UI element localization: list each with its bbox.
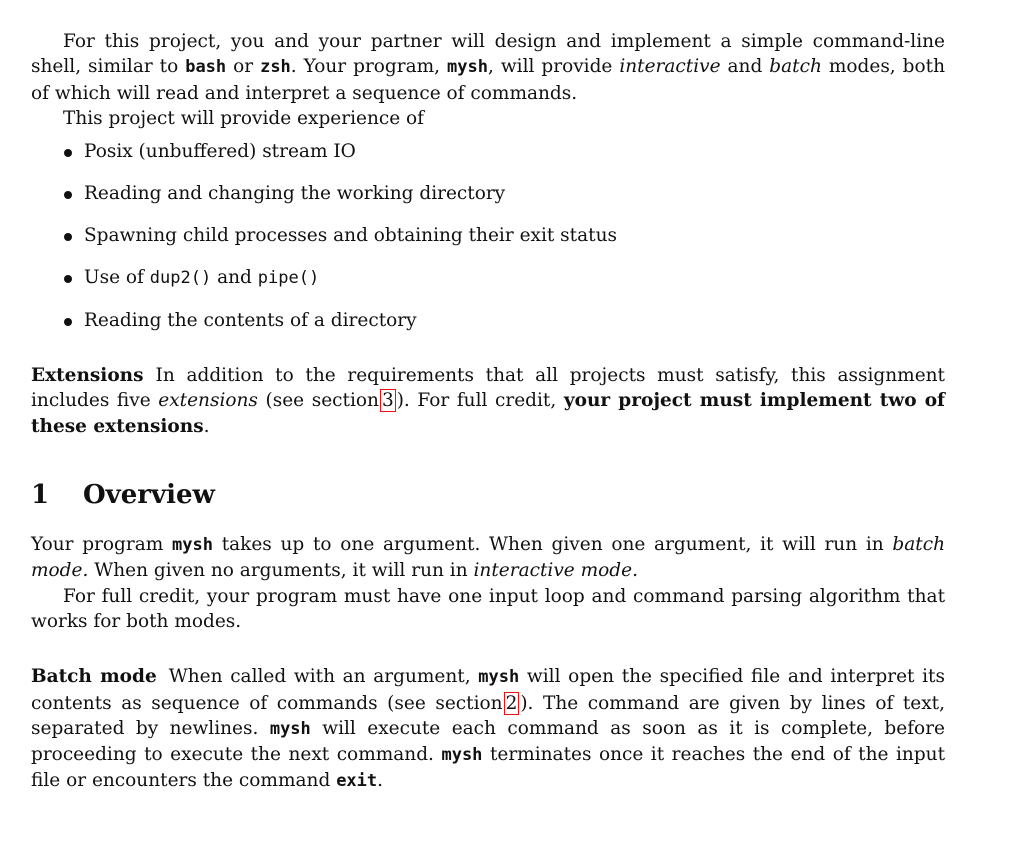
list-item: Reading the contents of a directory (31, 308, 945, 333)
exit-code: exit (336, 771, 378, 792)
extensions-heading: Extensions (31, 365, 144, 387)
section-3-link[interactable]: 3 (381, 390, 394, 412)
mysh-code: mysh (441, 745, 483, 766)
zsh-code: zsh (260, 57, 291, 78)
extensions-paragraph: Extensions In addition to the requirements that all projects must satisfy, this assignment includes five extensions (see section 3 ). For full credit, your project must implement two of these extensions. (31, 365, 946, 437)
list-item: Use of dup2() and pipe() (31, 265, 945, 291)
experience-intro: This project will provide experience of (63, 107, 425, 129)
mysh-code: mysh (478, 667, 520, 688)
section-2-link[interactable]: 2 (505, 692, 518, 714)
mysh-code: mysh (447, 57, 488, 78)
overview-paragraph-2: For full credit, your program must have one input loop and command parsing algorithm that works for both modes. (31, 585, 945, 632)
experience-list (31, 139, 945, 333)
batch-mode-heading: Batch mode (31, 666, 157, 688)
section-heading-overview: 1 Overview (31, 480, 215, 511)
mysh-code: mysh (172, 535, 213, 556)
document-page (31, 29, 945, 795)
bash-code: bash (185, 57, 227, 78)
batch-mode-paragraph: Batch mode When called with an argument, mysh will open the specified file and interpret its contents as sequence of commands (see section 2 ). The command are given by lines of text, separated by newlines. mysh will execute each command as soon as it is complete, before proceeding to execute the next command. mysh terminates once it reaches the end of the input file or encounters the command exit. (31, 666, 946, 792)
list-item: Spawning child processes and obtaining their exit status (31, 223, 945, 248)
intro-paragraph: For this project, you and your partner will design and implement a simple command-line shell, similar to bash or zsh. Your program, mysh, will provide interactive and batch modes, both of which will read and interpret a sequence of commands. (31, 31, 945, 104)
overview-paragraph: Your program mysh takes up to one argument. When given one argument, it will run in batch mode. When given no arguments, it will run in interactive mode. (31, 534, 945, 582)
dup2-code: dup2() (149, 268, 212, 289)
mysh-code: mysh (269, 718, 311, 739)
list-item: Reading and changing the working directory (31, 181, 945, 206)
pipe-code: pipe() (257, 268, 320, 289)
list-item: Posix (unbuffered) stream IO (31, 139, 945, 164)
